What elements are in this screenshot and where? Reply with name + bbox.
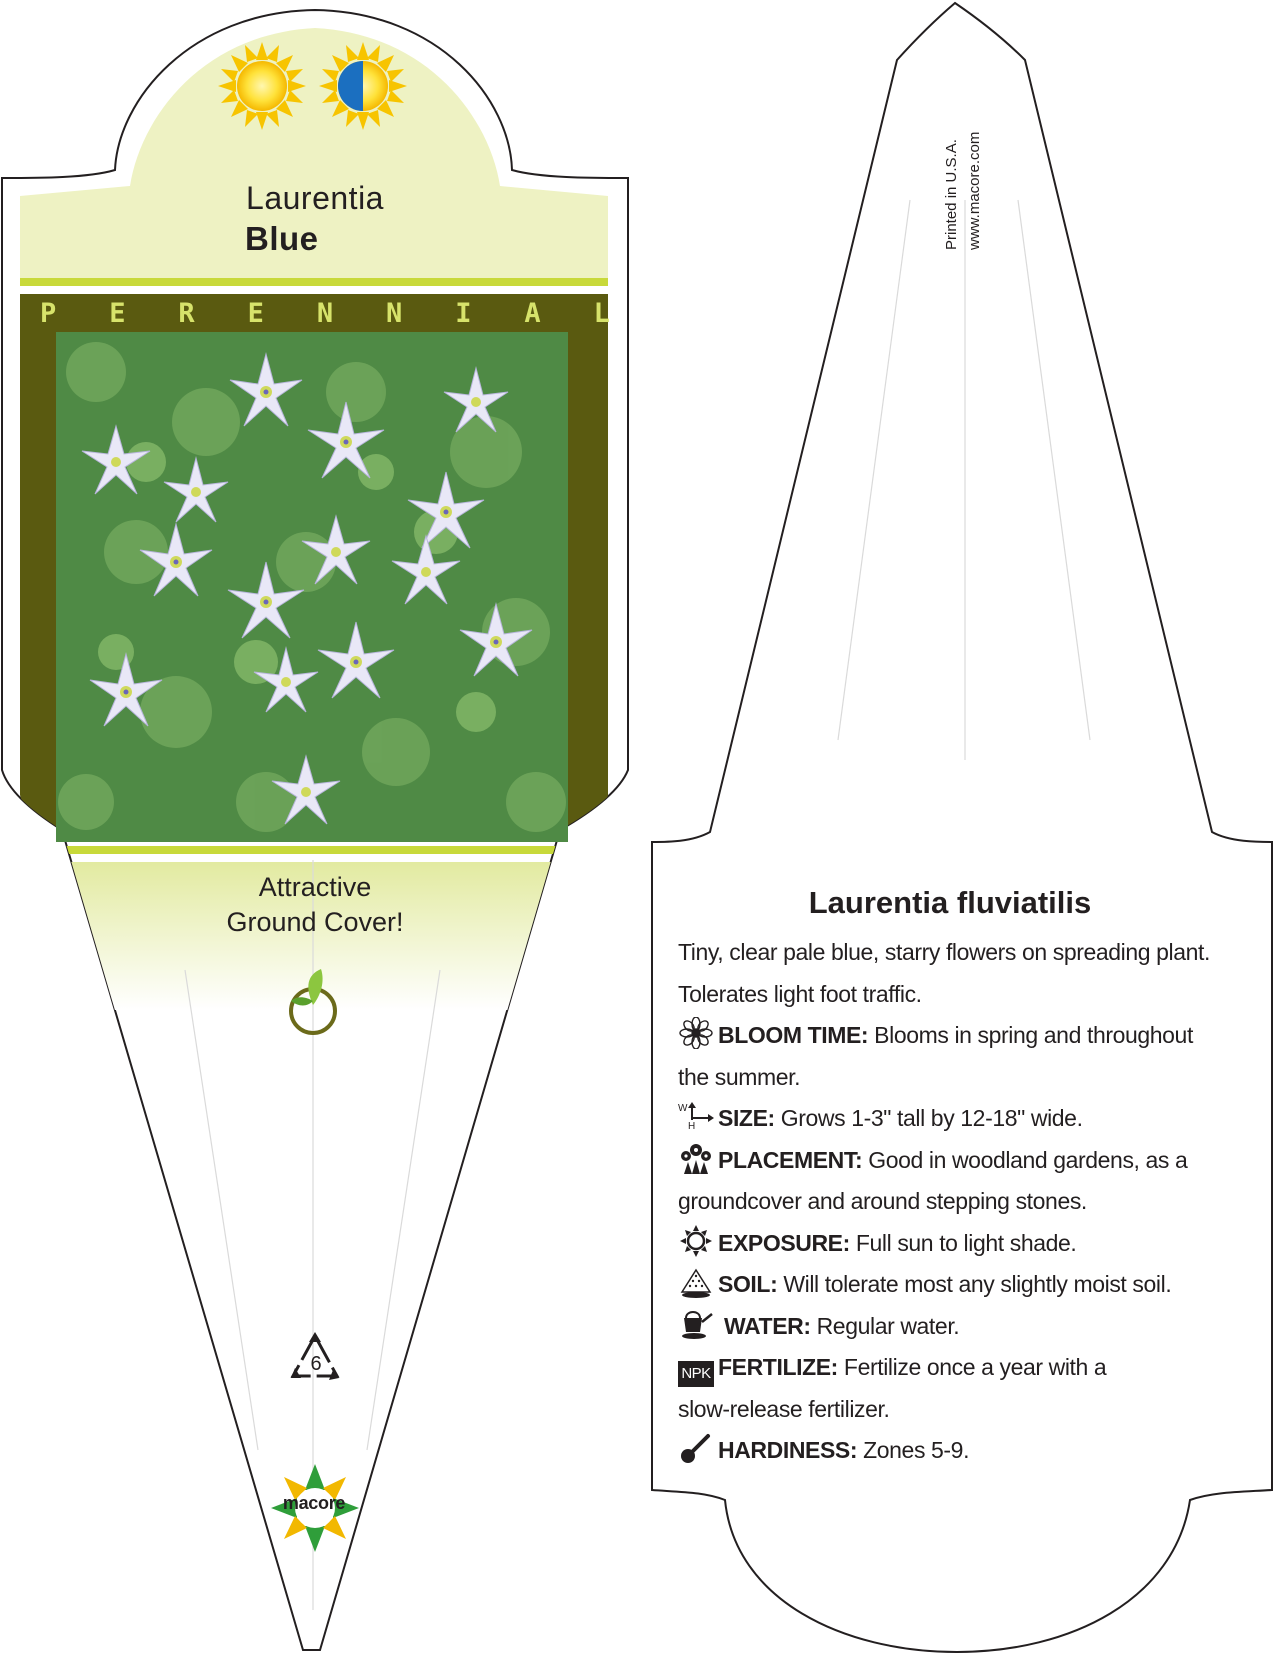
printed-info [940, 50, 990, 250]
category-letter: I [455, 298, 472, 329]
category-letter: L [593, 298, 610, 329]
bloom-text2: the summer. [678, 1063, 801, 1090]
category-letter: A [524, 298, 541, 329]
bloom-label: BLOOM TIME: [718, 1022, 869, 1048]
intro-line2: Tolerates light foot traffic. [678, 980, 922, 1007]
bloom-time-row [678, 1015, 1263, 1057]
category-letter: E [109, 298, 126, 329]
recycle-number: 6 [310, 1353, 322, 1375]
fertilize-text2: slow-release fertilizer. [678, 1395, 890, 1422]
exposure-label: EXPOSURE: [718, 1229, 850, 1256]
watering-can-icon [678, 1308, 714, 1340]
size-row [678, 1098, 1263, 1140]
category-letter: P [40, 298, 57, 329]
fertilize-text1: Fertilize once a year with a [837, 1354, 1107, 1380]
placement-flowers-icon [678, 1142, 714, 1174]
fertilize-row [678, 1347, 1263, 1389]
water-row [678, 1306, 1263, 1348]
tagline [150, 870, 480, 940]
water-label: WATER: [724, 1312, 811, 1339]
printed-url: www.macore.com [966, 131, 983, 250]
hardiness-row [678, 1430, 1263, 1472]
header-divider [20, 278, 608, 286]
printed-line1: Printed in U.S.A. [943, 139, 960, 250]
hardiness-label: HARDINESS: [718, 1437, 858, 1463]
soil-pile-icon [678, 1266, 714, 1298]
bloom-text1: Blooms in spring and throughout [868, 1022, 1193, 1048]
intro-line1: Tiny, clear pale blue, starry flowers on spreading plant. [678, 939, 1211, 965]
size-arrows-icon: W H [678, 1100, 714, 1132]
category-letter: N [386, 298, 403, 329]
exposure-text: Full sun to light shade. [849, 1229, 1077, 1256]
band-divider [52, 846, 582, 854]
npk-badge-icon: NPK [678, 1361, 714, 1387]
tagline-line1: Attractive [258, 872, 372, 902]
thermometer-icon [678, 1432, 714, 1464]
scientific-name: Laurentia fluviatilis [808, 885, 1092, 920]
part-shade-icon [319, 42, 407, 130]
plant-name-line2: Blue [245, 220, 319, 257]
category-letter: R [178, 298, 195, 329]
plant-name-line1: Laurentia [246, 180, 384, 216]
category-letter: E [247, 298, 264, 329]
bloom-flower-icon [678, 1017, 714, 1049]
fertilize-label: FERTILIZE: [718, 1354, 838, 1380]
placement-label: PLACEMENT: [718, 1146, 863, 1173]
brand-name: macore [282, 1493, 346, 1513]
placement-text1: Good in woodland gardens, as a [862, 1146, 1188, 1173]
hardiness-text: Zones 5-9. [857, 1437, 970, 1463]
water-text: Regular water. [810, 1312, 960, 1339]
exposure-row [678, 1223, 1263, 1265]
size-label: SIZE: [718, 1105, 775, 1131]
soil-text: Will tolerate most any slightly moist soil. [777, 1271, 1172, 1297]
full-sun-icon [218, 42, 306, 130]
tagline-line2: Ground Cover! [226, 907, 404, 937]
category-label [40, 298, 610, 329]
size-text: Grows 1-3" tall by 12-18" wide. [774, 1105, 1083, 1131]
plant-photo [56, 332, 568, 842]
soil-label: SOIL: [718, 1271, 778, 1297]
placement-text2: groundcover and around stepping stones. [678, 1188, 1087, 1214]
exposure-sun-icon [678, 1225, 714, 1257]
placement-row [678, 1140, 1263, 1182]
soil-row [678, 1264, 1263, 1306]
perennial-sprout-icon [285, 965, 341, 1037]
category-letter: N [316, 298, 334, 329]
care-info [678, 932, 1263, 1472]
